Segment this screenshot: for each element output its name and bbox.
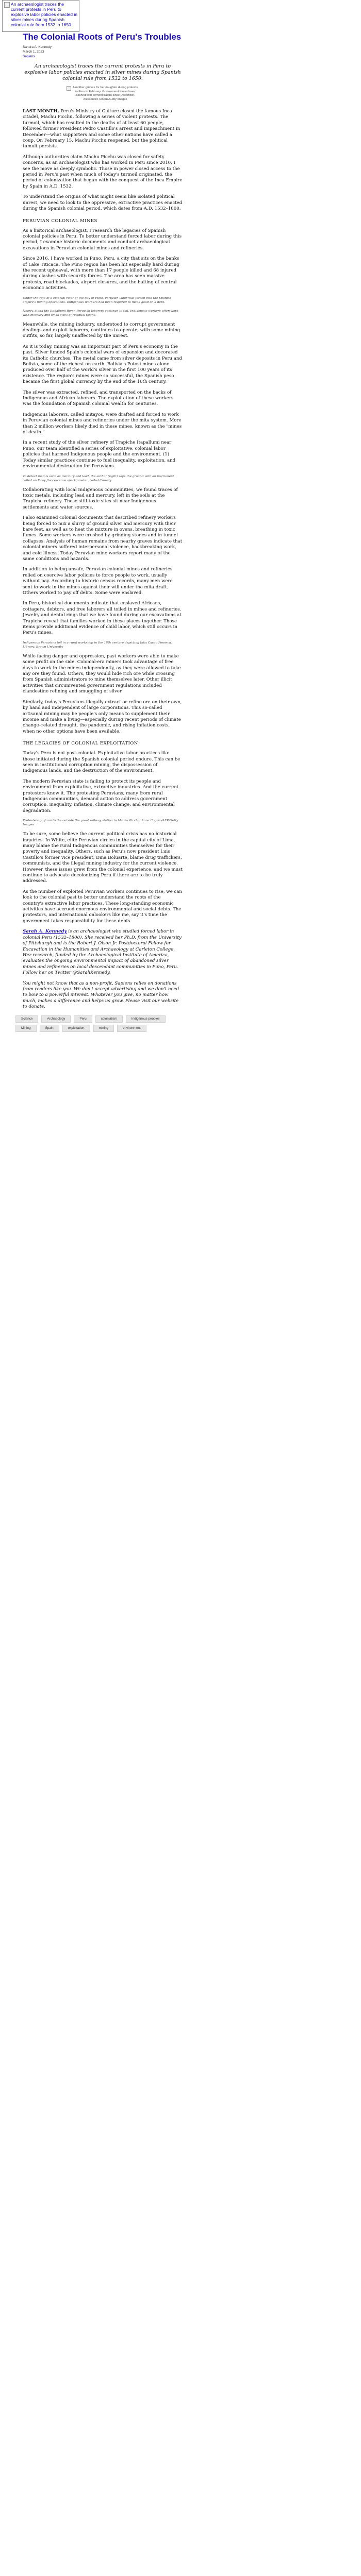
broken-image-icon xyxy=(4,2,10,8)
dateline: LAST MONTH, xyxy=(23,109,59,114)
byline xyxy=(23,45,183,59)
paragraph: In Peru, historical documents indicate that enslaved Africans, cottagers, debtors, and free laborers all toiled in mines and refineries. Jewelry and dental rings that we have found during our excavations at Trapiche reveal that families worked in these places together. Those items provide additional evidence of child labor, which still occurs in Peru's mines. xyxy=(23,601,182,636)
paragraph: In a recent study of the silver refinery of Trapiche Itapallumi near Puno, our team identified a series of exploitative, colonial labor policies that harmed Indigenous people and the environment. (1) Today similar practices continue to fuel inequality, exploitation, and environmental destruction for Peruvians. xyxy=(23,440,176,469)
paragraph: While facing danger and oppression, past workers were able to make some profit on the side. Colonial-era miners took advantage of free days to work in the mines independently, as they were allowed to take any ore they found. Others, they would hide rich ore while crossing from Spanish administrators to mine themselves later. Other illicit activities that circumvented government regulations included clandestine refining and smuggling of silver. xyxy=(23,653,181,694)
image-caption: Indigenous Peruvians toil in a rural workshop in the 18th century depicting Inka Cacao Fonseca. Library: Brown University xyxy=(23,641,172,649)
publish-date: March 1, 2023 xyxy=(23,50,44,54)
image-caption: To detect metals such as mercury and lead, the author (right) zaps the ground with an instrument called an X-ray fluorescence spectrometer. Isabel Cowdry xyxy=(23,474,174,482)
paragraph: As it is today, mining was an important part of Peru's economy in the past. Silver funded Spain's colonial wars of expansion and decorated its Catholic churches. The metal came from silver deposits in Peru and Bolivia, some of the richest on earth. Bolivia's Potosí mines alone produced over half of the world's silver in the first 100 years of its existence. The region's mines were so successful, the Spanish peso became the first global currency by the end of the 16th century. xyxy=(23,344,182,385)
paragraph: The modern Peruvian state is failing to protect its people and environment from exploitative, extractive industries. And the current protesters know it. The protesting Peruvians, many from rural Indigenous communities, demand action to address government corruption, inequality, inflation, climate change, and environmental degradation. xyxy=(23,778,179,814)
hero-caption-text: A mother grieves for her daughter during protests in Peru in February. Government forces have clashed with demonstrators since December. Alessandro Cinque/Getty Images xyxy=(72,86,138,101)
paragraph: As a historical archaeologist, I research the legacies of Spanish colonial policies in Peru. To better understand forced labor during this period, I examine historic documents and conduct archaeological excavations in Peruvian colonial mines and refineries. xyxy=(23,228,182,251)
section-heading: THE LEGACIES OF COLONIAL EXPLOITATION xyxy=(23,741,138,747)
tag[interactable]: Peru xyxy=(74,1015,92,1023)
top-broken-image xyxy=(2,0,79,32)
tag[interactable]: Archaeology xyxy=(41,1015,71,1023)
paragraph: Collaborating with local Indigenous communities, we found traces of toxic metals, including lead and mercury, left in the soils at the Trapiche refinery. These still-toxic sites sit near Indigenous settlements and water sources. xyxy=(23,487,178,510)
section-heading: PERUVIAN COLONIAL MINES xyxy=(23,218,97,224)
paragraph: Although authorities claim Machu Picchu was closed for safety concerns, as an archaeologist who has worked in Peru since 2010, I see the move as deeply symbolic. Those in power closed access to the period in Peru's past when much of today's turmoil originated, the period of colonization that began with the conquest of the Inca Empire by Spain in A.D. 1532. xyxy=(23,154,183,189)
tag[interactable]: mining xyxy=(93,1025,114,1032)
tag[interactable]: Indigenous peoples xyxy=(126,1015,166,1023)
tag[interactable]: colonialism xyxy=(95,1015,123,1023)
tag[interactable]: environment xyxy=(117,1025,146,1032)
paragraph: As the number of exploited Peruvian workers continues to rise, we can look to the colonial past to better understand the roots of the country's extractive labor practices. These long-standing economic activities have accrued enormous environmental and social debts. The protestors, and international onlookers like me, say it's time the government takes responsibility for these debts. xyxy=(23,889,182,924)
article-title: The Colonial Roots of Peru's Troubles xyxy=(23,32,182,42)
tag[interactable]: Mining xyxy=(15,1025,37,1032)
tag-list xyxy=(15,1015,180,1032)
paragraph: Indigenous laborers, called mitayos, were drafted and forced to work in Peruvian colonial mines and refineries under the mita system. More than 2 million workers likely died in these mines, known as the "mines of death." xyxy=(23,412,182,435)
author-bio-name[interactable]: Sarah A. Kennedy xyxy=(23,929,67,935)
image-caption: Nearly, along the Itapallumi River, Peruvian laborers continue to toil. Indigenous workers often work with mercury and small sizes of residual toxins. xyxy=(23,309,178,317)
paragraph xyxy=(23,109,183,150)
broken-image-icon xyxy=(67,86,71,91)
donation-note: You might not know that as a non-profit, Sapiens relies on donations from readers like you. We don't accept advertising and we don't need to bow to a powerful interest. Whatever you give, no matter how much, makes a difference and helps us grow. Please visit our website to donate. xyxy=(23,980,179,1010)
tag[interactable]: Spain xyxy=(40,1025,59,1032)
tag[interactable]: Science xyxy=(15,1015,38,1023)
section-link[interactable]: Sapiens xyxy=(23,55,35,58)
article-dek: An archaeologist traces the current protests in Peru to explosive labor policies enacted in silver mines during Spanish colonial rule from 1532 to 1650. xyxy=(24,63,181,81)
paragraph-text: Peru's Ministry of Culture closed the famous Inca citadel, Machu Picchu, following a series of violent protests. The turmoil, which has resulted in the deaths of at least 60 people, followed former President Pedro Castillo's arrest and impeachment in December—what supporters and some other nations have called a coup. On February 15, Machu Picchu reopened, but the political tumult persists. xyxy=(23,109,180,149)
paragraph: The silver was extracted, refined, and transported on the backs of Indigenous and African laborers. The exploitation of these workers was the foundation of Spanish colonial wealth for centuries. xyxy=(23,389,174,407)
paragraph: Since 2016, I have worked in Puno, Peru, a city that sits on the banks of Lake Titicaca. The Puno region has been hit especially hard during the recent upheaval, with more than 17 people killed and 68 injured during clashes with security forces. The area has seen massive protests, road blockades, airport closures, and the halting of central economic activities. xyxy=(23,256,179,291)
paragraph: In addition to being unsafe, Peruvian colonial mines and refineries relied on coercive labor policies to force people to work, usually without pay. According to historic census records, many men were sent to work in the mines against their will under the mita draft. Others worked to pay off debts. Some were enslaved. xyxy=(23,567,173,596)
image-caption: Protesters go from to the outside the great railway station to Machu Picchu. Anna Cogato/AFP/Getty Images xyxy=(23,819,178,827)
hero-image-caption xyxy=(67,86,139,101)
top-image-alt-text: An archaeologist traces the current protests in Peru to explosive labor policies enacted in silver mines during Spanish colonial rule from 1532 to 1650. xyxy=(11,2,77,27)
paragraph: I also examined colonial documents that described refinery workers being forced to mix a slurry of ground silver and mercury with their bare feet, as well as to heat the mixture in ovens, breathing in toxic fumes. Some workers were crushed by grinding stones and in tunnel collapses. Analysis of human remains from nearby graves indicate that colonial miners suffered interpersonal violence, backbreaking work, and cold illness. Today Peruvian mine workers report many of the same conditions and hazards. xyxy=(23,515,183,562)
paragraph: To be sure, some believe the current political crisis has no historical inquiries. In White, elite Peruvian circles in the capital city of Lima, many blame the rural Indigenous communities themselves for their poverty and inequality. Others, such as Peru's now president Luis Castillo's former vice president, Dina Boluarte, blame drug traffickers, communists, and the illegal mining industry for the current violence. However, these issues grew from the colonial experience, and we must continue to advocate decolonizing Peru if there are to be truly addressed. xyxy=(23,832,183,884)
author-bio xyxy=(23,929,183,976)
article xyxy=(23,32,183,1032)
image-caption: Under the rule of a colonial ruler of the city of Puno, Peruvian labor was forced into the Spanish empire's mining operations. Indigenous workers had been required to make good on a debt. xyxy=(23,296,172,304)
paragraph: Similarly, today's Peruvians illegally extract or refine ore on their own, by hand and independent of large corporations. This so-called artisanal mining may be people's only means to supplement their income and make a living—especially during recent periods of climate change–related drought, the pandemic, and rising inflation costs, when no other options have been available. xyxy=(23,699,182,734)
paragraph: Today's Peru is not post-colonial. Exploitative labor practices like those initiated during the Spanish colonial period endure. This can be seen in institutional corruption mining, the dispossession of Indigenous lands, and the destruction of the environment. xyxy=(23,751,180,774)
paragraph: To understand the origins of what might seem like isolated political unrest, we need to look to the oppressive, extractive practices enacted during the Spanish colonial period, which dates from A.D. 1532–1800. xyxy=(23,194,183,212)
tag[interactable]: exploitation xyxy=(62,1025,90,1032)
author-name: Sandra A. Kennedy xyxy=(23,45,52,49)
paragraph: Meanwhile, the mining industry, understood to corrupt government dealings and exploit laborers, continues to operate, with some mining outfits, so far, largely unaffected by the unrest. xyxy=(23,321,180,339)
author-bio-text: is an archaeologist who studied forced labor in colonial Peru (1532–1800). She received her Ph.D. from the University of Pittsburgh and is the Robert J. Olson Jr. Postdoctoral Fellow for Excavation in the Humanities and Archaeology at Carleton College. Her research, funded by the Archaeological Institute of America, evaluates the ongoing environmental impact of abandoned silver mines and refineries on local descendant communities in Puno, Peru. Follow her on Twitter @SarahKennedy. xyxy=(23,929,182,976)
